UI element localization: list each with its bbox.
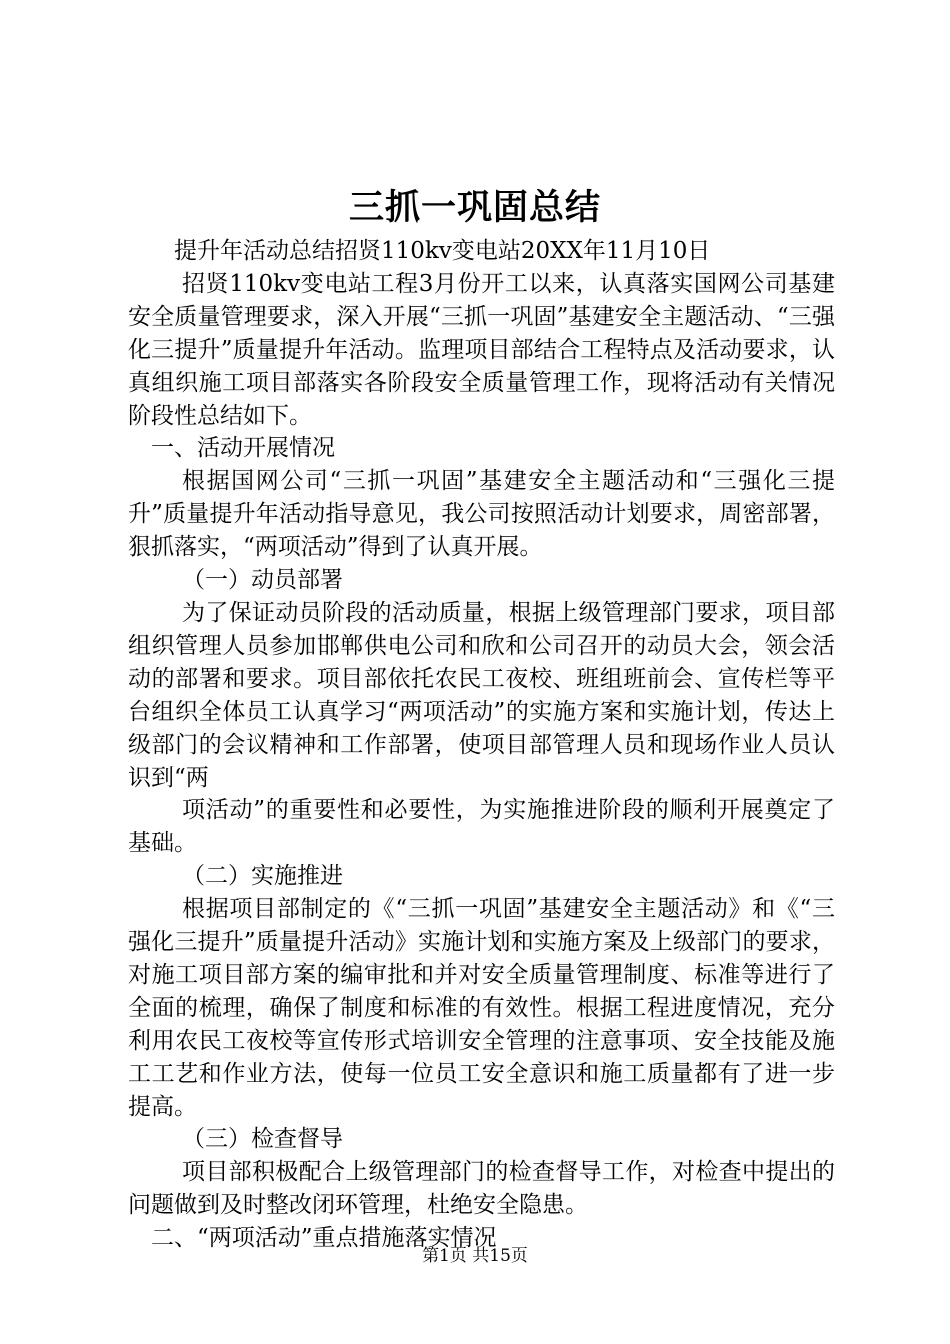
paragraph: 根据项目部制定的《“三抓一巩固”基建安全主题活动》和《“三强化三提升”质量提升活动》实施计划和实施方案及上级部门的要求，对施工项目部方案的编审批和并对安全质量管理制度、标准等进行了全面的梳理，确保了制度和标准的有效性。根据工程进度情况，充分利用农民工夜校等宣传形式培训安全管理的注意事项、安全技能及施工工艺和作业方法，使每一位员工安全意识和施工质量都有了进一步提高。 <box>128 896 835 1120</box>
paragraph: 项活动”的重要性和必要性，为实施推进阶段的顺利开展奠定了基础。 <box>128 797 835 857</box>
paragraph: 为了保证动员阶段的活动质量，根据上级管理部门要求，项目部组织管理人员参加邯郸供电公司和欣和公司召开的动员大会，领会活动的部署和要求。项目部依托农民工夜校、班组班前会、宣传栏等平台组织全体员工认真学习“两项活动”的实施方案和实施计划，传达上级部门的会议精神和工作部署，使项目部管理人员和现场作业人员认识到“两 <box>128 599 835 791</box>
page-number-footer: 第1页 共15页 <box>422 1246 528 1266</box>
paragraph: 项目部积极配合上级管理部门的检查督导工作，对检查中提出的问题做到及时整改闭环管理，杜绝安全隐患。 <box>128 1159 835 1219</box>
section-heading-1: 一、活动开展情况 <box>151 435 335 462</box>
paragraph: 根据国网公司“三抓一巩固”基建安全主题活动和“三强化三提升”质量提升年活动指导意见，我公司按照活动计划要求，周密部署，狠抓落实，“两项活动”得到了认真开展。 <box>128 468 835 561</box>
subtitle-line: 提升年活动总结招贤110kv变电站20XX年11月10日 <box>174 238 711 264</box>
document-title: 三抓一巩固总结 <box>348 187 601 228</box>
subsection-heading-3: （三）检查督导 <box>182 1126 343 1153</box>
subsection-heading-1: （一）动员部署 <box>182 567 343 594</box>
document-body <box>128 235 835 1255</box>
section-heading-2: 二、“两项活动”重点措施落实情况 <box>151 1225 497 1252</box>
paragraph-intro: 招贤110kv变电站工程3月份开工以来，认真落实国网公司基建安全质量管理要求，深入开展“三抓一巩固”基建安全主题活动、“三强化三提升”质量提升年活动。监理项目部结合工程特点及活动要求，认真组织施工项目部落实各阶段安全质量管理工作，现将活动有关情况阶段性总结如下。 <box>128 270 835 429</box>
subsection-heading-2: （二）实施推进 <box>182 863 343 890</box>
